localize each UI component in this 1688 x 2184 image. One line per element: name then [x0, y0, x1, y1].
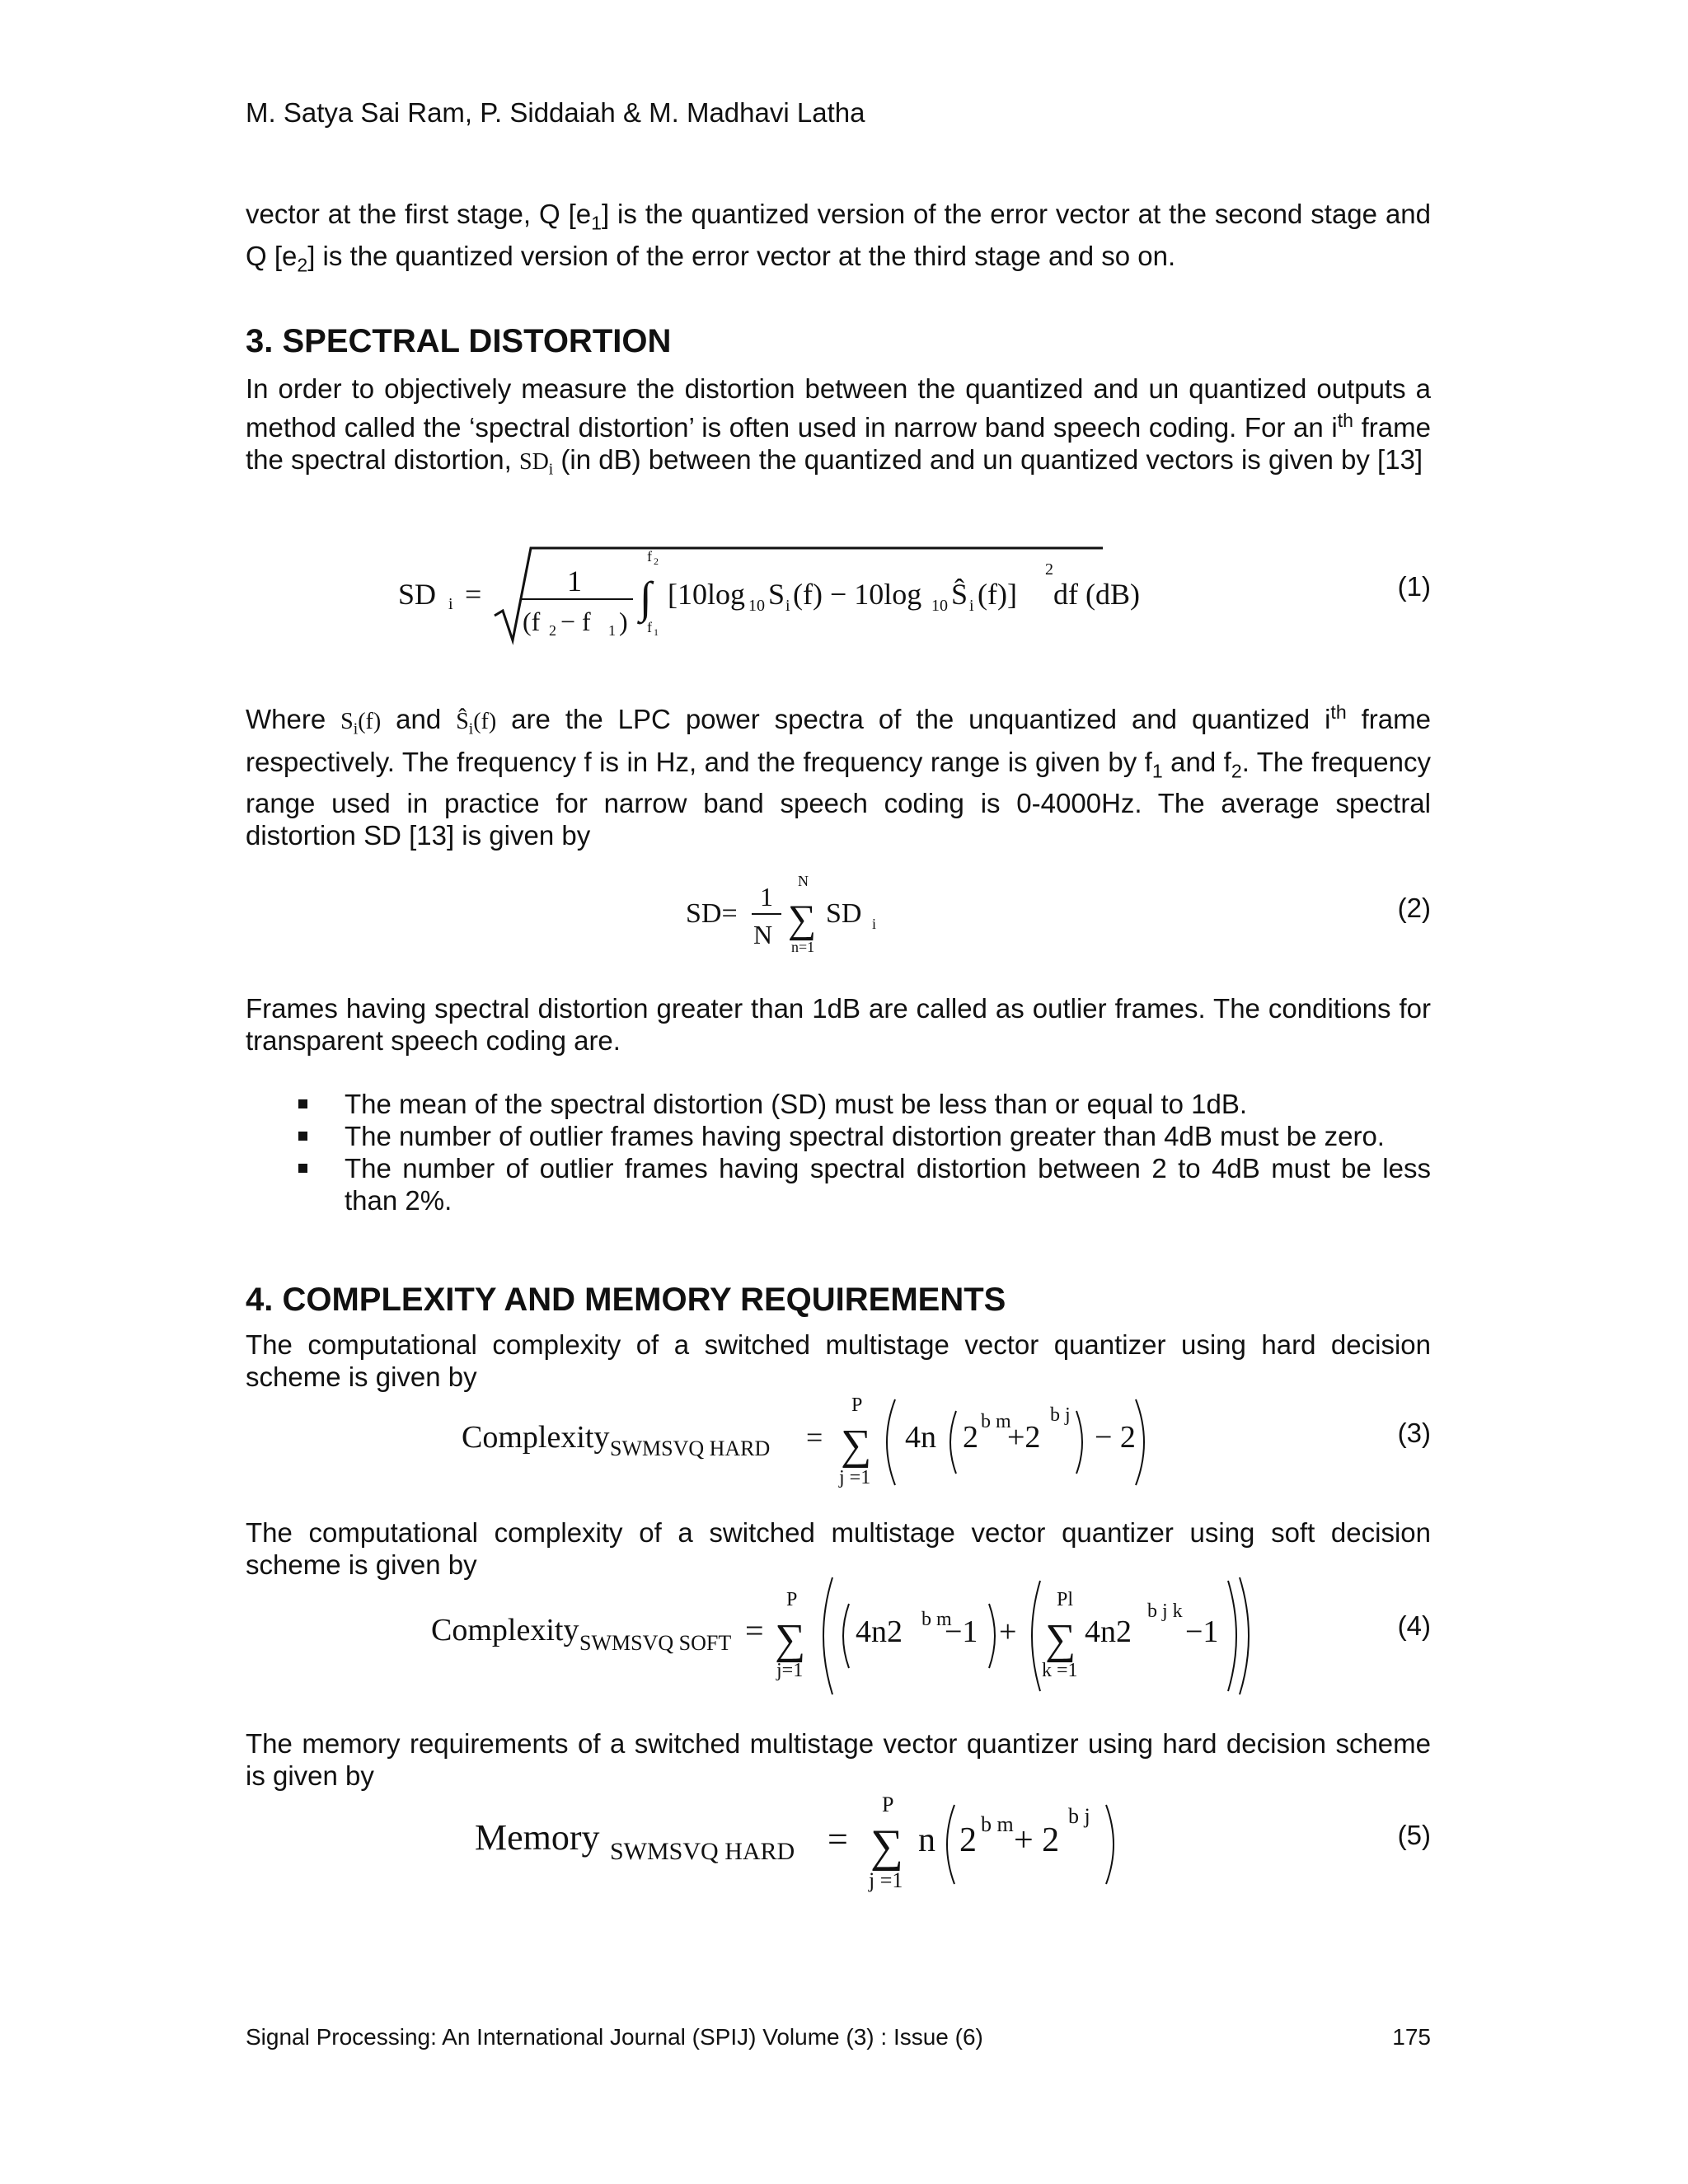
svg-text:10: 10: [748, 597, 765, 615]
equation-4: [246, 1574, 1431, 1698]
svg-text:1: 1: [654, 626, 659, 638]
svg-text:− f: − f: [560, 607, 591, 636]
svg-text:P: P: [851, 1394, 863, 1416]
svg-text:f: f: [647, 548, 652, 565]
svg-text:10: 10: [931, 597, 948, 615]
svg-text:b m: b m: [921, 1609, 952, 1630]
svg-text:+: +: [999, 1615, 1017, 1649]
journal-name: Signal Processing: An International Journal (SPIJ) Volume (3) : Issue (6): [246, 2024, 983, 2050]
eq1-equals: =: [465, 578, 482, 611]
eq2-den: N: [753, 920, 773, 949]
svg-text:b j: b j: [1068, 1804, 1090, 1828]
svg-text:n: n: [918, 1821, 935, 1859]
svg-text:2: 2: [1045, 560, 1053, 579]
svg-text:SD: SD: [826, 898, 862, 929]
svg-text:b j: b j: [1050, 1404, 1071, 1426]
svg-text:Pl: Pl: [1057, 1589, 1074, 1610]
where-paragraph: Where $S_i(f)$ and $Ŝ_i(f)$ are the LPC power spectra of the unquantized and quantized $i^{th}$ frame respectively. The frequency f is in Hz, and the frequency range is given by $f_1$ and $f_2$. The frequency range used in practice for narrow band speech coding is 0-4000Hz. The average spectral distortion SD [13] is given by: [246, 701, 1431, 851]
svg-text:b j k: b j k: [1147, 1601, 1183, 1622]
eq1-lhs-sub: i: [448, 595, 453, 613]
eq3-sub: SWMSVQ HARD: [610, 1436, 771, 1460]
svg-text:4n2: 4n2: [1085, 1615, 1132, 1649]
svg-text:i: i: [785, 597, 790, 615]
sum-sign: ∑: [775, 1616, 806, 1663]
svg-text:k =1: k =1: [1042, 1660, 1078, 1681]
equation-2: [246, 869, 1431, 960]
equation-5-number: (5): [1397, 1820, 1431, 1850]
svg-text:2: 2: [549, 622, 556, 639]
svg-text:): ): [619, 607, 628, 636]
svg-text:b m: b m: [981, 1812, 1014, 1836]
sum-sign: ∑: [870, 1821, 903, 1872]
equation-4-svg: [246, 1574, 1431, 1698]
list-item: The number of outlier frames having spectral distortion between 2 to 4dB must be less than 2%.: [246, 1152, 1431, 1216]
page-number: 175: [1392, 2024, 1431, 2050]
sum-sign: ∑: [841, 1422, 872, 1469]
spectral-distortion-paragraph: In order to objectively measure the distortion between the quantized and un quantized outputs a method called the ‘spectral distortion’ is often used in narrow band speech coding. For an $i^{th}$ frame the spectral distortion, $SD_i$ (in dB) between the quantized and un quantized vectors is given by [13]: [246, 373, 1431, 479]
svg-text:2: 2: [963, 1420, 978, 1455]
svg-text:−1: −1: [945, 1615, 978, 1649]
complexity-hard-paragraph: The computational complexity of a switched multistage vector quantizer using hard decision scheme is given by: [246, 1329, 1431, 1392]
svg-text:−1: −1: [1185, 1615, 1219, 1649]
equation-2-svg: [246, 869, 1431, 960]
equation-2-number: (2): [1397, 893, 1431, 923]
transparency-conditions-list: [246, 1088, 1431, 1216]
svg-text:i: i: [872, 916, 877, 932]
complexity-soft-paragraph: The computational complexity of a switched multistage vector quantizer using soft decision scheme is given by: [246, 1517, 1431, 1580]
equation-5-svg: [246, 1788, 1431, 1896]
equation-5: [246, 1788, 1431, 1896]
svg-text:Ŝ: Ŝ: [951, 578, 968, 611]
svg-text:=: =: [745, 1612, 764, 1649]
bullet-square-icon: [298, 1099, 307, 1108]
list-item: The number of outlier frames having spectral distortion greater than 4dB must be zero.: [246, 1120, 1431, 1152]
svg-text:=: =: [806, 1421, 823, 1454]
svg-text:1: 1: [608, 622, 616, 639]
memory-paragraph: The memory requirements of a switched multistage vector quantizer using hard decision scheme is given by: [246, 1728, 1431, 1791]
svg-text:j =1: j =1: [839, 1467, 871, 1488]
svg-text:P: P: [786, 1589, 798, 1610]
section-3-title: 3. SPECTRAL DISTORTION: [246, 323, 672, 359]
svg-text:N: N: [798, 873, 809, 889]
list-item: The mean of the spectral distortion (SD) must be less than or equal to 1dB.: [246, 1088, 1431, 1120]
page-footer: [246, 2024, 1431, 2050]
svg-text:j =1: j =1: [869, 1868, 903, 1892]
svg-text:df (dB): df (dB): [1053, 578, 1140, 611]
paper-page: [246, 0, 1431, 2184]
equation-3-svg: [246, 1393, 1431, 1492]
svg-text:(f) − 10log: (f) − 10log: [793, 578, 922, 611]
sum-sign: ∑: [788, 898, 817, 941]
bullet-square-icon: [298, 1132, 307, 1141]
eq1-lhs: SD: [398, 578, 437, 611]
outlier-paragraph: Frames having spectral distortion greater than 1dB are called as outlier frames. The conditions for transparent speech coding are.: [246, 993, 1431, 1056]
eq5-name: Memory: [475, 1817, 600, 1858]
equation-3-number: (3): [1397, 1418, 1431, 1448]
inline-sd-symbol: $SD_i$: [519, 449, 554, 479]
svg-text:− 2: − 2: [1095, 1420, 1136, 1455]
eq4-sub: SWMSVQ SOFT: [579, 1631, 732, 1655]
svg-text:4n2: 4n2: [856, 1615, 903, 1649]
equation-3: [246, 1393, 1431, 1492]
svg-text:+2: +2: [1007, 1420, 1041, 1455]
svg-text:4n: 4n: [905, 1420, 936, 1455]
eq4-name: Complexity: [431, 1613, 579, 1647]
bullet-square-icon: [298, 1164, 307, 1173]
inline-si-symbol: $S_i(f)$: [340, 709, 382, 738]
svg-text:=: =: [828, 1819, 848, 1859]
svg-text:S: S: [768, 578, 785, 611]
eq1-numerator: 1: [567, 565, 582, 598]
inline-si-hat-symbol: $Ŝ_i(f)$: [456, 709, 497, 738]
svg-text:(f)]: (f)]: [978, 578, 1017, 611]
svg-text:j=1: j=1: [776, 1660, 804, 1681]
svg-text:P: P: [882, 1793, 894, 1816]
svg-text:i: i: [969, 597, 974, 615]
svg-text:2: 2: [654, 555, 659, 567]
eq5-sub: SWMSVQ HARD: [610, 1838, 795, 1865]
svg-text:b m: b m: [981, 1411, 1011, 1432]
equation-4-number: (4): [1397, 1610, 1431, 1641]
integral-sign: ∫: [640, 573, 652, 622]
eq2-lhs: SD=: [686, 898, 738, 929]
svg-text:2: 2: [959, 1821, 977, 1859]
eq1-body-a: [10log: [668, 578, 745, 611]
svg-text:+ 2: + 2: [1014, 1821, 1060, 1859]
equation-1: [246, 540, 1431, 647]
svg-text:n=1: n=1: [791, 939, 815, 955]
eq2-num: 1: [760, 882, 773, 912]
svg-text:f: f: [647, 619, 652, 635]
running-header: M. Satya Sai Ram, P. Siddaiah & M. Madhavi Latha: [246, 97, 865, 128]
section-4-title: 4. COMPLEXITY AND MEMORY REQUIREMENTS: [246, 1282, 1006, 1318]
equation-1-number: (1): [1397, 571, 1431, 602]
sum-sign-inner: ∑: [1045, 1616, 1076, 1663]
intro-paragraph: vector at the first stage, Q $[e_1]$ is the quantized version of the error vector at the second stage and Q $[e_2]$ is the quantized version of the error vector at the third stage and so on.: [246, 199, 1431, 276]
eq3-name: Complexity: [462, 1420, 610, 1455]
eq1-den-a: (f: [523, 607, 541, 636]
equation-1-svg: [246, 540, 1431, 647]
